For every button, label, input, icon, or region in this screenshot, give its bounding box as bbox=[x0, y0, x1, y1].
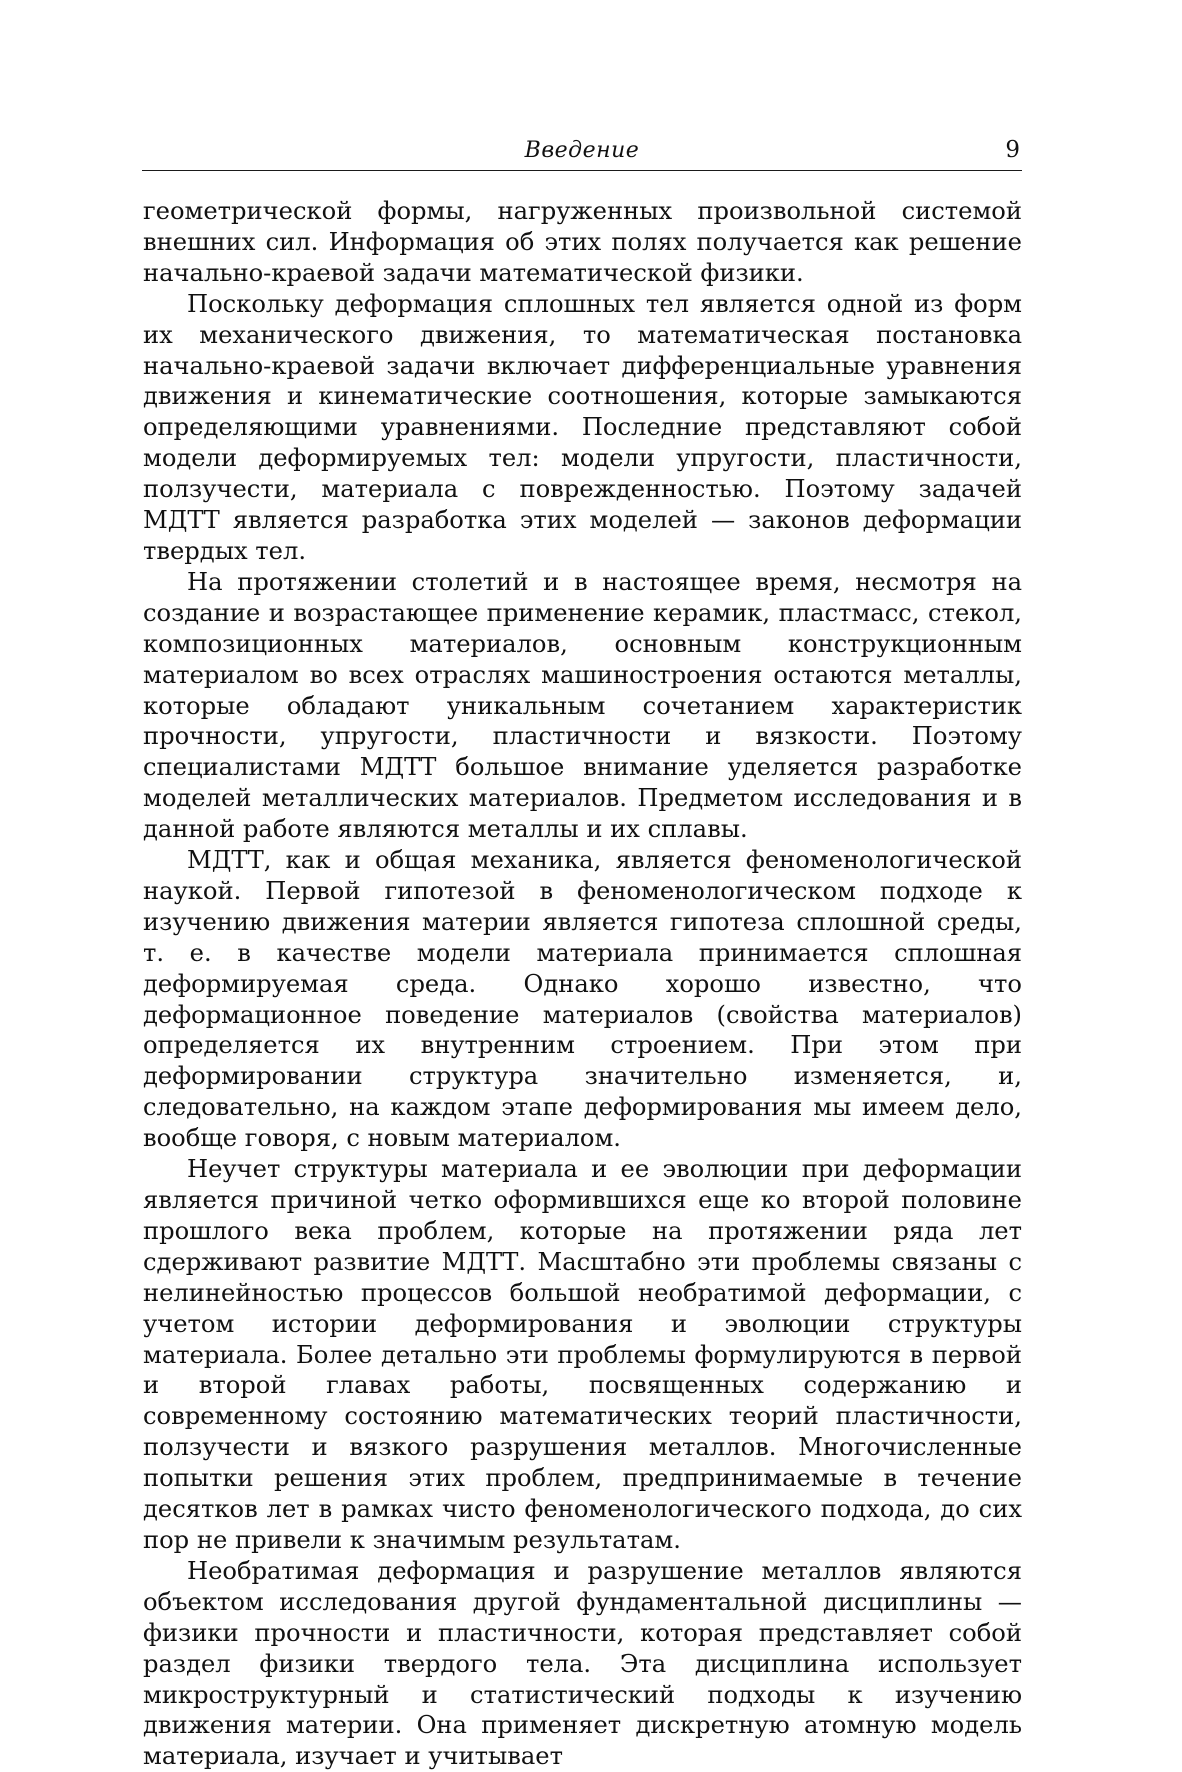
body-text bbox=[143, 196, 1022, 1772]
running-header bbox=[142, 136, 1022, 171]
paragraph-3: На протяжении столетий и в настоящее время, несмотря на создание и возрастающее применение керамик, пластмасс, стекол, композиционных материалов, основным конструкционным материалом во всех отраслях машиностроения остаются металлы, которые обладают уникальным сочетанием характеристик прочности, упругости, пластичности и вязкости. Поэтому специалистами МДТТ большое внимание уделяется разработке моделей металлических материалов. Предметом исследования и в данной работе являются металлы и их сплавы. bbox=[143, 567, 1022, 844]
paragraph-2: Поскольку деформация сплошных тел является одной из форм их механического движения, то математическая постановка начально-краевой задачи включает дифференциальные уравнения движения и кинематические соотношения, которые замыкаются определяющими уравнениями. Последние представляют собой модели деформируемых тел: модели упругости, пластичности, ползучести, материала с поврежденностью. Поэтому задачей МДТТ является разработка этих моделей — законов деформации твердых тел. bbox=[143, 289, 1022, 565]
running-title: Введение bbox=[524, 138, 640, 163]
paragraph-5: Неучет структуры материала и ее эволюции при деформации является причиной четко оформившихся еще ко второй половине прошлого века проблем, которые на протяжении ряда лет сдерживают развитие МДТТ. Масштабно эти проблемы связаны с нелинейностью процессов большой необратимой деформации, с учетом истории деформирования и эволюции структуры материала. Более детально эти проблемы формулируются в первой и второй главах работы, посвященных содержанию и современному состоянию математических теорий пластичности, ползучести и вязкого разрушения металлов. Многочисленные попытки решения этих проблем, предпринимаемые в течение десятков лет в рамках чисто феноменологического подхода, до сих пор не привели к значимым результатам. bbox=[143, 1155, 1022, 1554]
page-number: 9 bbox=[1005, 137, 1020, 163]
paragraph-6: Необратимая деформация и разрушение металлов являются объектом исследования другой фундаментальной дисциплины — физики прочности и пластичности, которая представляет собой раздел физики твердого тела. Эта дисциплина использует микроструктурный и статистический подходы к изучению движения материи. Она применяет дискретную атомную модель материала, изучает и учитывает bbox=[143, 1556, 1022, 1771]
paragraph-4: МДТТ, как и общая механика, является феноменологической наукой. Первой гипотезой в феноменологическом подходе к изучению движения материи является гипотеза сплошной среды, т. е. в качестве модели материала принимается сплошная деформируемая среда. Однако хорошо известно, что деформационное поведение материалов (свойства материалов) определяется их внутренним строением. При этом при деформировании структура значительно изменяется, и, следовательно, на каждом этапе деформирования мы имеем дело, вообще говоря, с новым материалом. bbox=[143, 846, 1022, 1153]
paragraph-1: геометрической формы, нагруженных произвольной системой внешних сил. Информация об этих полях получается как решение начально-краевой задачи математической физики. bbox=[143, 197, 1022, 287]
